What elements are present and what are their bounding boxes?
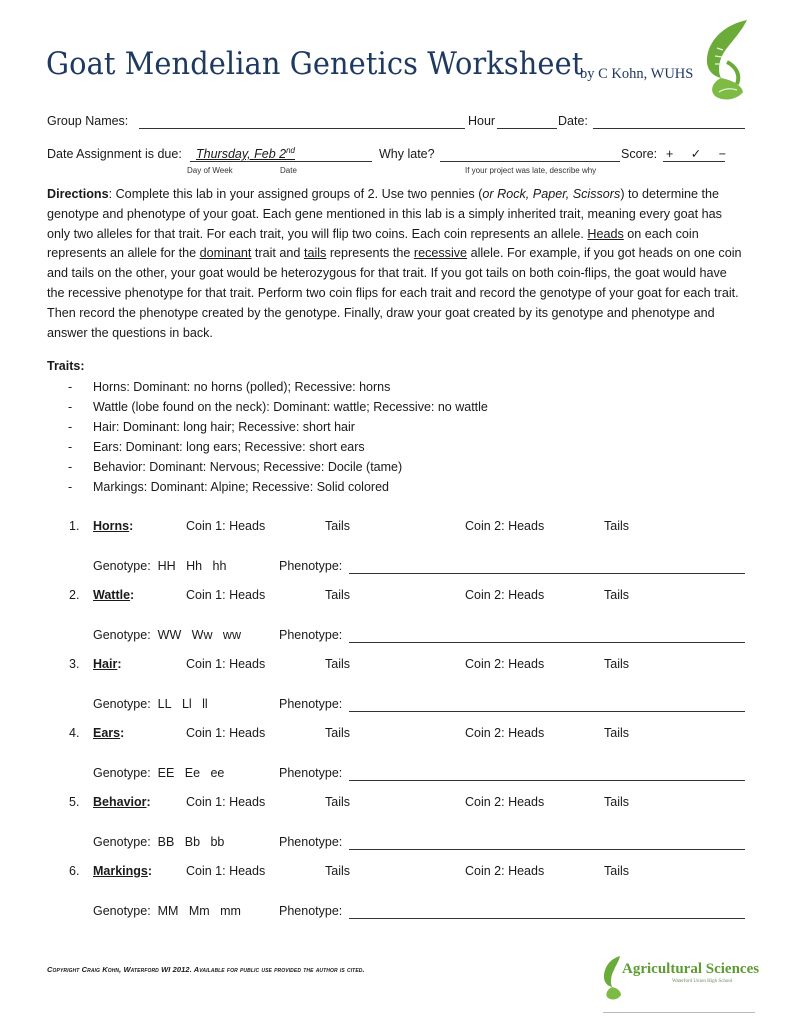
genotype-options: Genotype: HH Hh hh bbox=[93, 559, 227, 573]
hour-label: Hour bbox=[468, 114, 496, 128]
trait-name: Wattle: bbox=[93, 588, 135, 602]
trait-name: Behavior: bbox=[93, 795, 151, 809]
coin1-tails-option[interactable]: Tails bbox=[325, 864, 351, 878]
genotype-options: Genotype: WW Ww ww bbox=[93, 628, 241, 642]
trait-item: - Ears: Dominant: long ears; Recessive: short ears bbox=[68, 440, 365, 454]
phenotype-label: Phenotype: bbox=[279, 628, 343, 642]
date-field[interactable] bbox=[593, 128, 745, 129]
coin2-tails-option[interactable]: Tails bbox=[604, 657, 630, 671]
coin1-heads-option[interactable]: Coin 1: Heads bbox=[186, 588, 266, 602]
coin2-tails-option[interactable]: Tails bbox=[604, 726, 630, 740]
trait-item: - Hair: Dominant: long hair; Recessive: short hair bbox=[68, 420, 355, 434]
coin1-heads-option[interactable]: Coin 1: Heads bbox=[186, 657, 266, 671]
phenotype-field[interactable] bbox=[349, 711, 745, 712]
phenotype-label: Phenotype: bbox=[279, 904, 343, 918]
coin2-heads-option[interactable]: Coin 2: Heads bbox=[465, 588, 545, 602]
genotype-option[interactable]: Ww bbox=[191, 628, 213, 642]
score-plus[interactable]: + bbox=[666, 147, 674, 161]
genotype-option[interactable]: Bb bbox=[184, 835, 201, 849]
leaf-logo-icon bbox=[602, 955, 624, 1001]
page-title: Goat Mendelian Genetics Worksheet bbox=[46, 46, 584, 82]
genotype-option[interactable]: bb bbox=[210, 835, 225, 849]
phenotype-field[interactable] bbox=[349, 918, 745, 919]
phenotype-field[interactable] bbox=[349, 642, 745, 643]
trait-name: Horns: bbox=[93, 519, 134, 533]
phenotype-field[interactable] bbox=[349, 849, 745, 850]
leaf-logo-icon bbox=[697, 18, 755, 102]
genotype-options: Genotype: MM Mm mm bbox=[93, 904, 241, 918]
genotype-option[interactable]: ll bbox=[202, 697, 208, 711]
directions-label: Directions bbox=[47, 187, 109, 201]
coin2-heads-option[interactable]: Coin 2: Heads bbox=[465, 726, 545, 740]
trait-name: Markings: bbox=[93, 864, 153, 878]
phenotype-label: Phenotype: bbox=[279, 766, 343, 780]
due-date-label: Date Assignment is due: bbox=[47, 147, 182, 161]
coin2-heads-option[interactable]: Coin 2: Heads bbox=[465, 657, 545, 671]
footer-divider bbox=[603, 1012, 755, 1013]
genotype-option[interactable]: Hh bbox=[186, 559, 203, 573]
genotype-options: Genotype: BB Bb bb bbox=[93, 835, 225, 849]
phenotype-label: Phenotype: bbox=[279, 559, 343, 573]
why-late-caption: If your project was late, describe why bbox=[465, 166, 597, 175]
genotype-option[interactable]: Ee bbox=[184, 766, 201, 780]
genotype-option[interactable]: HH bbox=[157, 559, 176, 573]
score-minus[interactable]: − bbox=[718, 147, 727, 161]
genotype-option[interactable]: hh bbox=[212, 559, 227, 573]
genotype-option[interactable]: Mm bbox=[188, 904, 210, 918]
coin1-tails-option[interactable]: Tails bbox=[325, 726, 351, 740]
agricultural-sciences-logo bbox=[602, 955, 760, 1003]
trait-item: - Wattle (lobe found on the neck): Dominant: wattle; Recessive: no wattle bbox=[68, 400, 488, 414]
coin2-heads-option[interactable]: Coin 2: Heads bbox=[465, 519, 545, 533]
date-caption: Date bbox=[280, 166, 297, 175]
genotype-option[interactable]: Ll bbox=[181, 697, 192, 711]
trait-item: - Behavior: Dominant: Nervous; Recessive: Docile (tame) bbox=[68, 460, 403, 474]
genotype-option[interactable]: ee bbox=[210, 766, 225, 780]
why-late-field[interactable] bbox=[440, 161, 620, 162]
coin1-tails-option[interactable]: Tails bbox=[325, 795, 351, 809]
ag-logo-subtitle: Waterford Union High School bbox=[672, 979, 733, 984]
trait-item: - Markings: Dominant: Alpine; Recessive: Solid colored bbox=[68, 480, 389, 494]
coin2-heads-option[interactable]: Coin 2: Heads bbox=[465, 864, 545, 878]
genotype-option[interactable]: LL bbox=[157, 697, 172, 711]
coin2-tails-option[interactable]: Tails bbox=[604, 795, 630, 809]
coin2-tails-option[interactable]: Tails bbox=[604, 519, 630, 533]
directions-paragraph: Directions: Complete this lab in your assigned groups of 2. Use two pennies (or Rock, Paper, Scissors) to determine the genotype and phenotype of your goat. Each gene mentioned in this lab is a simply inherited trait, meaning every goat has only two alleles for that trait. For each trait, you will flip two coins. Each coin represents an allele. Heads on each coin represents an allele for the dominant trait and tails represents the recessive allele. For example, if you got heads on one coin and tails on the other, your goat would be heterozygous for that trait. If you got tails on both coin-flips, the goat would have the recessive phenotype for that trait. Perform two coin flips for each trait and record the genotype of your goat for each trait. Then record the phenotype created by the genotype. Finally, draw your goat created by its genotype and phenotype and answer the questions in back. bbox=[47, 187, 742, 340]
genotype-option[interactable]: mm bbox=[220, 904, 241, 918]
coin1-tails-option[interactable]: Tails bbox=[325, 519, 351, 533]
genotype-option[interactable]: MM bbox=[157, 904, 179, 918]
genotype-options: Genotype: EE Ee ee bbox=[93, 766, 225, 780]
trait-name: Hair: bbox=[93, 657, 122, 671]
coin1-heads-option[interactable]: Coin 1: Heads bbox=[186, 864, 266, 878]
coin1-heads-option[interactable]: Coin 1: Heads bbox=[186, 519, 266, 533]
why-late-label: Why late? bbox=[379, 147, 435, 161]
traits-list bbox=[68, 377, 488, 497]
score-label: Score: bbox=[621, 147, 658, 161]
coin1-tails-option[interactable]: Tails bbox=[325, 657, 351, 671]
phenotype-field[interactable] bbox=[349, 780, 745, 781]
trait-name: Ears: bbox=[93, 726, 125, 740]
coin1-tails-option[interactable]: Tails bbox=[325, 588, 351, 602]
copyright-notice: Copyright Craig Kohn, Waterford WI 2012. Available for public use provided the author is cited. bbox=[47, 965, 365, 974]
hour-field[interactable] bbox=[497, 128, 557, 129]
genotype-options: Genotype: LL Ll ll bbox=[93, 697, 208, 711]
phenotype-label: Phenotype: bbox=[279, 835, 343, 849]
author-byline: by C Kohn, WUHS bbox=[580, 66, 694, 82]
group-names-label: Group Names: bbox=[47, 114, 129, 128]
trait-item: - Horns: Dominant: no horns (polled); Recessive: horns bbox=[68, 380, 391, 394]
genotype-option[interactable]: WW bbox=[157, 628, 182, 642]
coin1-heads-option[interactable]: Coin 1: Heads bbox=[186, 726, 266, 740]
coin1-heads-option[interactable]: Coin 1: Heads bbox=[186, 795, 266, 809]
score-underline bbox=[663, 161, 725, 162]
day-of-week-caption: Day of Week bbox=[187, 166, 233, 175]
ag-logo-title: Agricultural Sciences bbox=[622, 961, 760, 977]
genotype-option[interactable]: ww bbox=[222, 628, 241, 642]
genotype-option[interactable]: EE bbox=[157, 766, 175, 780]
phenotype-label: Phenotype: bbox=[279, 697, 343, 711]
due-date-value: Thursday, Feb 2nd bbox=[196, 146, 295, 162]
score-check-icon[interactable]: ✓ bbox=[690, 147, 702, 161]
phenotype-field[interactable] bbox=[349, 573, 745, 574]
score-marks bbox=[666, 146, 740, 161]
coin2-heads-option[interactable]: Coin 2: Heads bbox=[465, 795, 545, 809]
date-label: Date: bbox=[558, 114, 588, 128]
group-names-field[interactable] bbox=[139, 128, 465, 129]
traits-heading: Traits: bbox=[47, 359, 85, 373]
genotype-option[interactable]: BB bbox=[157, 835, 175, 849]
coin2-tails-option[interactable]: Tails bbox=[604, 588, 630, 602]
coin2-tails-option[interactable]: Tails bbox=[604, 864, 630, 878]
